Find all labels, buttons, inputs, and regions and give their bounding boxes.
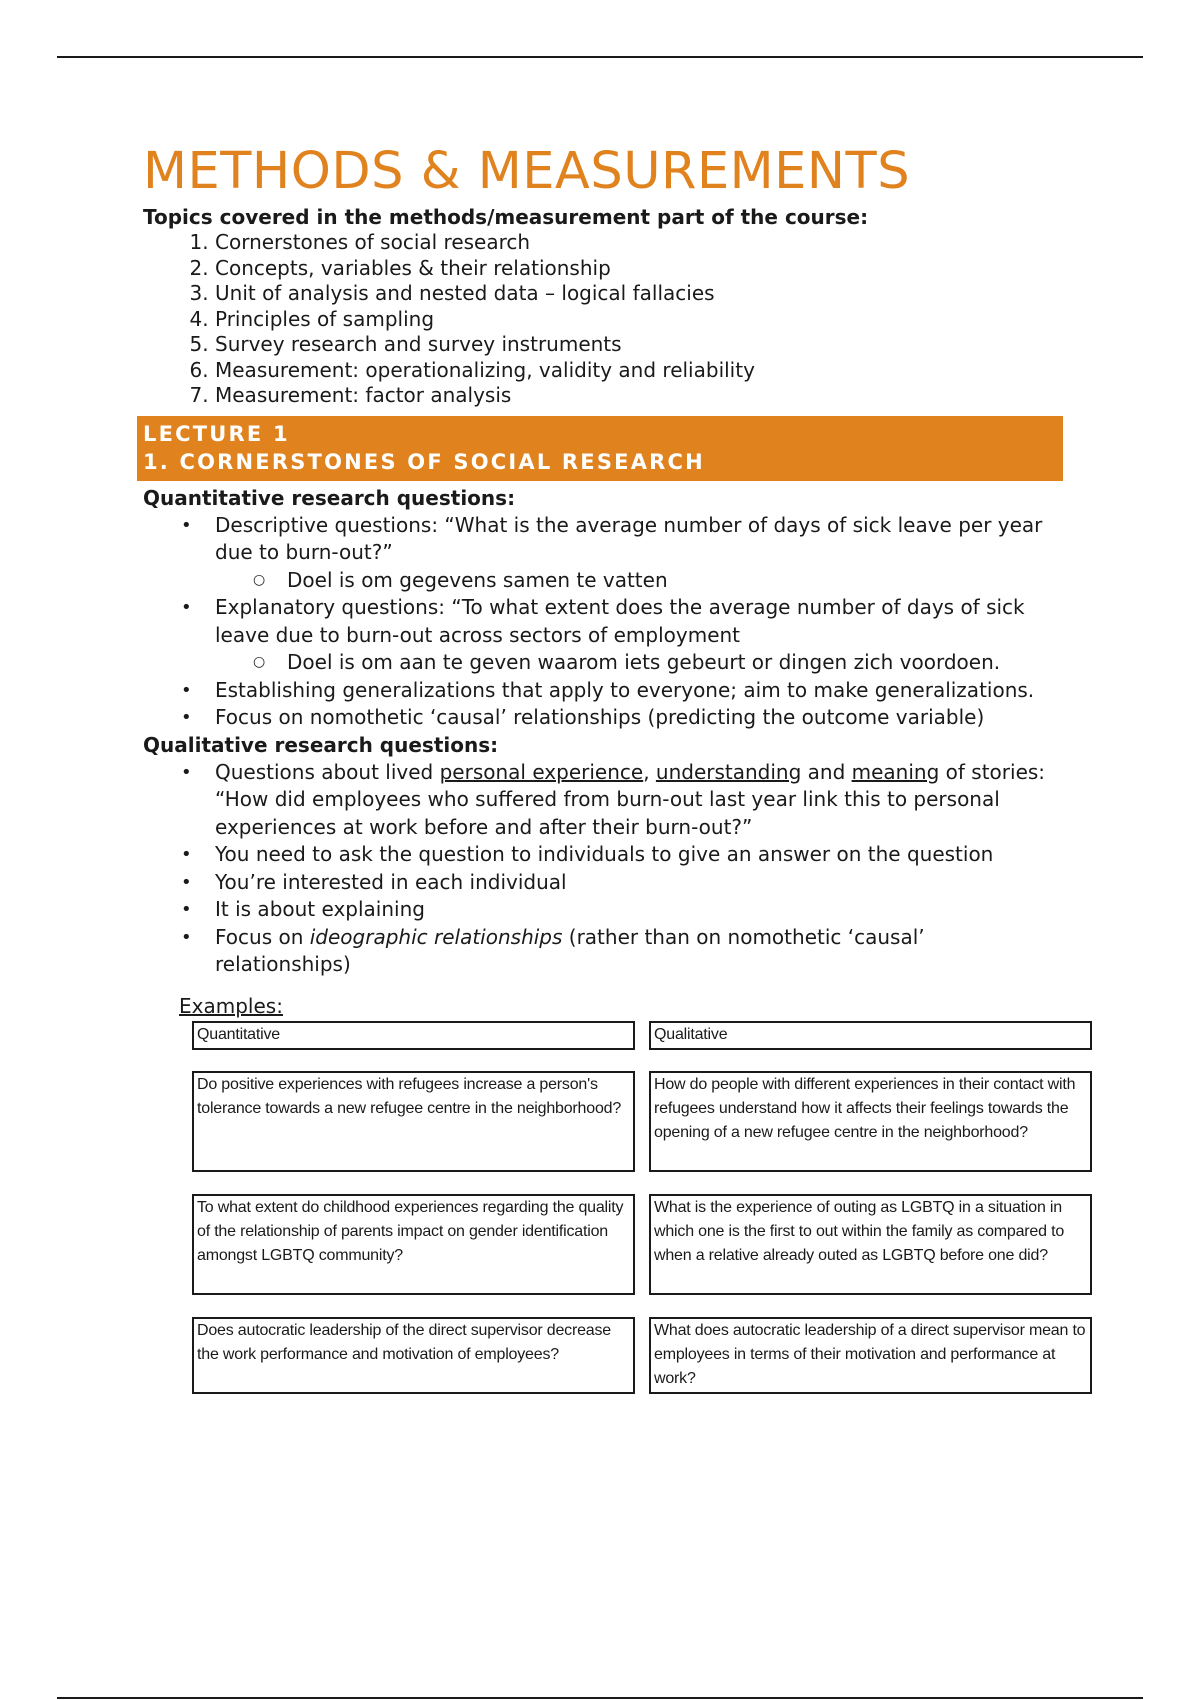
header-quantitative-box: Quantitative xyxy=(192,1021,635,1050)
list-item: • Descriptive questions: “What is the average number of days of sick leave per year due to burn-out?” ○ Doel is om gegevens samen te vatten xyxy=(143,512,1063,595)
bullet-icon: • xyxy=(181,707,192,728)
lecture-banner xyxy=(137,416,1063,481)
bottom-rule xyxy=(57,1697,1143,1699)
underlined-term: meaning xyxy=(851,759,940,784)
topics-heading: Topics covered in the methods/measurement part of the course: xyxy=(143,205,869,229)
example-quantitative-1: Do positive experiences with refugees increase a person's tolerance towards a new refugee centre in the neighborhood? xyxy=(192,1071,635,1172)
list-item: • Focus on nomothetic ‘causal’ relationships (predicting the outcome variable) xyxy=(143,704,1063,732)
example-qualitative-1: How do people with different experiences in their contact with refugees understand how it affects their feelings towards the opening of a new refugee centre in the neighborhood? xyxy=(649,1071,1092,1172)
header-qualitative-box: Qualitative xyxy=(649,1021,1092,1050)
list-item: • Questions about lived personal experience, understanding and meaning of stories: “How did employees who suffered from burn-out last year link this to personal experiences at work before and after their burn-out?” xyxy=(181,759,1046,839)
quantitative-list xyxy=(143,512,1063,732)
sub-list-item: ○ Doel is om gegevens samen te vatten xyxy=(215,567,1063,595)
example-qualitative-3: What does autocratic leadership of a direct supervisor mean to employees in terms of their motivation and performance at work? xyxy=(649,1317,1092,1394)
bullet-icon: • xyxy=(181,514,192,536)
qualitative-list xyxy=(143,759,1063,979)
example-quantitative-3: Does autocratic leadership of the direct supervisor decrease the work performance and motivation of employees? xyxy=(192,1317,635,1394)
sub-list-item: ○ Doel is om aan te geven waarom iets gebeurt or dingen zich voordoen. xyxy=(215,649,1063,677)
examples-label: Examples: xyxy=(179,994,283,1018)
lecture-label: LECTURE 1 xyxy=(143,421,290,446)
list-item: • You’re interested in each individual xyxy=(143,869,1063,897)
list-item: • It is about explaining xyxy=(143,896,1063,924)
underlined-term: personal experience xyxy=(439,759,644,784)
list-item: • You need to ask the question to individuals to give an answer on the question xyxy=(143,841,1063,869)
topic-item: 7. Measurement: factor analysis xyxy=(215,383,1063,409)
bullet-icon: • xyxy=(181,597,192,618)
bullet-icon: • xyxy=(181,899,192,920)
topic-item: 5. Survey research and survey instruments xyxy=(215,332,1063,358)
section-title: 1. CORNERSTONES OF SOCIAL RESEARCH xyxy=(143,449,705,474)
circle-bullet-icon: ○ xyxy=(253,654,266,670)
topic-item: 1. Cornerstones of social research xyxy=(215,230,1063,256)
example-qualitative-2: What is the experience of outing as LGBTQ in a situation in which one is the first to out within the family as compared to when a relative already outed as LGBTQ before one did? xyxy=(649,1194,1092,1295)
top-rule xyxy=(57,56,1143,58)
bullet-icon: • xyxy=(181,871,192,893)
list-item: • Explanatory questions: “To what extent does the average number of days of sick leave due to burn-out across sectors of employment ○ Doel is om aan te geven waarom iets gebeurt or dingen zich voordoen. xyxy=(143,594,1063,677)
list-item: • Focus on ideographic relationships (rather than on nomothetic ‘causal’ relationships) xyxy=(181,924,925,976)
sub-list xyxy=(215,567,1063,595)
document-body xyxy=(143,140,1063,979)
qualitative-heading: Qualitative research questions: xyxy=(143,732,499,757)
list-item: • Establishing generalizations that apply to everyone; aim to make generalizations. xyxy=(143,677,1063,705)
bullet-icon: • xyxy=(181,761,192,783)
topic-item: 4. Principles of sampling xyxy=(215,307,1063,333)
bullet-icon: • xyxy=(181,679,192,701)
topic-item: 3. Unit of analysis and nested data – logical fallacies xyxy=(215,281,1063,307)
topics-list xyxy=(143,230,1063,409)
topic-item: 6. Measurement: operationalizing, validity and reliability xyxy=(215,358,1063,384)
underlined-term: understanding xyxy=(655,759,802,784)
bullet-icon: • xyxy=(181,844,192,865)
quantitative-heading: Quantitative research questions: xyxy=(143,485,516,510)
example-quantitative-2: To what extent do childhood experiences regarding the quality of the relationship of parents impact on gender identification amongst LGBTQ community? xyxy=(192,1194,635,1295)
emphasized-term: ideographic relationships xyxy=(309,924,563,949)
topic-item: 2. Concepts, variables & their relationship xyxy=(215,256,1063,282)
page-title: METHODS & MEASUREMENTS xyxy=(143,142,911,201)
sub-list xyxy=(215,649,1063,677)
circle-bullet-icon: ○ xyxy=(253,571,266,588)
bullet-icon: • xyxy=(181,926,192,948)
